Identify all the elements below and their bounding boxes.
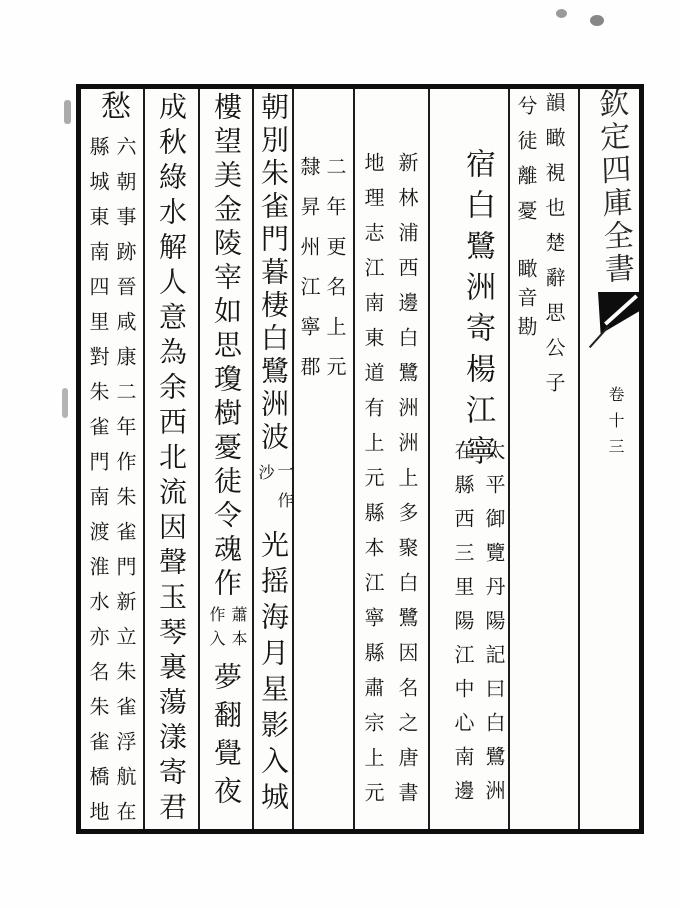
verse-run: 成秋綠水解人意為余西北流因聲玉琴裏蕩漾寄君 [155,92,186,827]
scan-smudge [64,100,71,124]
book-title: 欽定四庫全書 [593,86,634,288]
column-rule [578,89,580,829]
volume-label: 卷十三 [606,386,623,464]
column-rule [508,89,510,829]
commentary-run: 在縣西三里陽江中心南邊 [451,440,473,814]
column-rule [143,89,145,829]
verse-run: 光摇海月星影入城 [257,530,288,818]
commentary-run: 太平御覽丹陽記曰白鷺洲 [482,440,504,814]
verse-run: 樓望美金陵宰如思瓊樹憂徒令魂作 [210,92,241,602]
variant-note: 蕭本 [229,606,246,654]
commentary-run: 新林浦西邊白鷺洲洲上多聚白鷺因名之唐書 [395,152,417,817]
column-rule [252,89,254,829]
poem-title: 宿白鷺洲寄楊江寧 [461,148,494,476]
variant-note: 一作 [275,462,292,522]
column-rule [292,89,294,829]
phonetic-gloss: 瞰音勘 [514,258,536,345]
column-rule [428,89,430,829]
commentary-run: 兮徒離憂 [514,95,536,235]
verse-run: 朝別朱雀門暮棲白鷺洲波 [257,92,288,455]
commentary-run: 韻瞰視也楚辭思公子 [542,92,564,407]
variant-note: 作入 [207,606,224,654]
commentary-run: 縣城東南四里對朱雀門南渡淮水亦名朱雀橋地 [86,136,108,836]
commentary-run: 地理志江南東道有上元縣本江寧縣肅宗上元 [361,152,383,817]
commentary-run: 二年更名上元 [323,156,345,396]
column-rule [198,89,200,829]
verse-run: 夢翻覺夜 [210,662,241,814]
scan-smudge [62,388,68,418]
column-rule [353,89,355,829]
scan-smudge [556,9,567,18]
commentary-run: 隸昇州江寧郡 [297,156,319,396]
commentary-run: 六朝事跡晉咸康二年作朱雀門新立朱雀浮航在 [113,136,135,836]
verse-run: 愁 [96,90,129,120]
scan-smudge [590,15,604,26]
variant-note: 沙 [256,464,273,480]
